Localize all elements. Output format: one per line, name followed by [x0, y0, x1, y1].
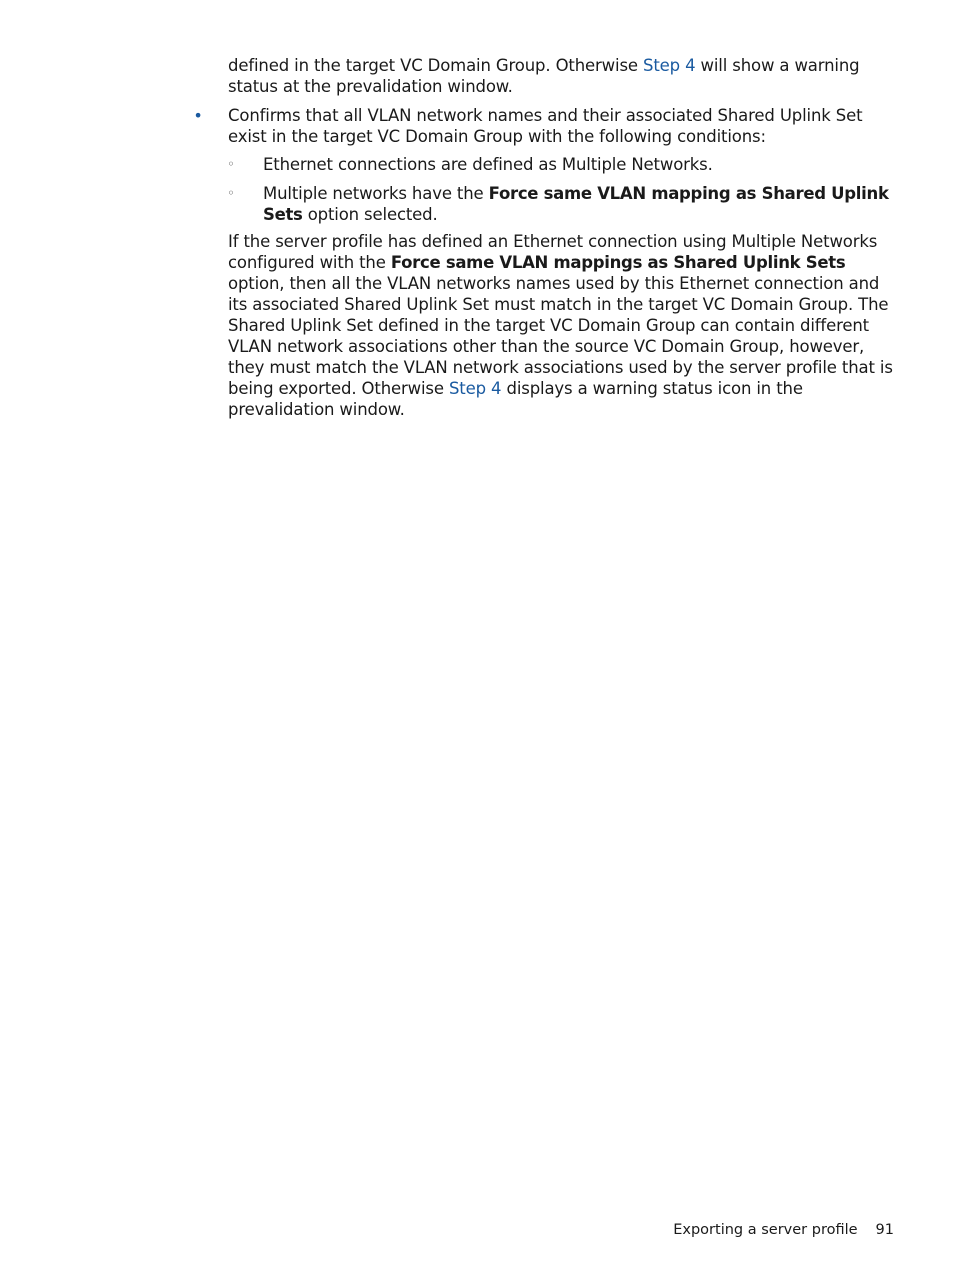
- continuation-paragraph: [228, 55, 898, 97]
- sub-item-text-after: option selected.: [302, 205, 438, 224]
- bullet-item: [193, 105, 898, 147]
- step-4-link[interactable]: Step 4: [448, 379, 502, 398]
- note-paragraph: [228, 231, 898, 420]
- bullet-text: Confirms that all VLAN network names and their associated Shared Uplink Set exist in the target VC Domain Group with the following conditions:: [228, 106, 863, 146]
- sub-bullet-icon: ◦: [227, 186, 235, 200]
- bullet-icon: •: [193, 106, 203, 125]
- page-footer: [673, 1222, 894, 1238]
- note-bold: Force same VLAN mappings as Shared Uplink Sets: [390, 253, 846, 272]
- sub-item-text-before: Multiple networks have the: [263, 184, 489, 203]
- note-text-3: displays a warning status icon in the prevalidation window.: [228, 379, 803, 419]
- sub-bullet-icon: ◦: [227, 157, 235, 171]
- note-text-2: option, then all the VLAN networks names used by this Ethernet connection and its associated Shared Uplink Set must match in the target VC Domain Group. The Shared Uplink Set defined in the target VC Domain Group can contain different VLAN network associations other than the source VC Domain Group, however, they must match the VLAN network associations used by the server profile that is being exported. Otherwise: [228, 274, 893, 398]
- note-text-1: If the server profile has defined an Ethernet connection using Multiple Networks configured with the: [228, 232, 878, 272]
- continuation-text-before: defined in the target VC Domain Group. Otherwise: [228, 56, 643, 75]
- sub-item-2: [227, 183, 899, 225]
- sub-item-1: [227, 154, 899, 175]
- continuation-text-after: will show a warning status at the prevalidation window.: [228, 56, 860, 96]
- page-number: 91: [875, 1222, 894, 1238]
- sub-item-text: Ethernet connections are defined as Multiple Networks.: [263, 155, 713, 174]
- footer-title: Exporting a server profile: [673, 1222, 858, 1238]
- sub-item-bold: Force same VLAN mapping as Shared Uplink Sets: [263, 184, 889, 224]
- step-4-link[interactable]: Step 4: [643, 56, 696, 75]
